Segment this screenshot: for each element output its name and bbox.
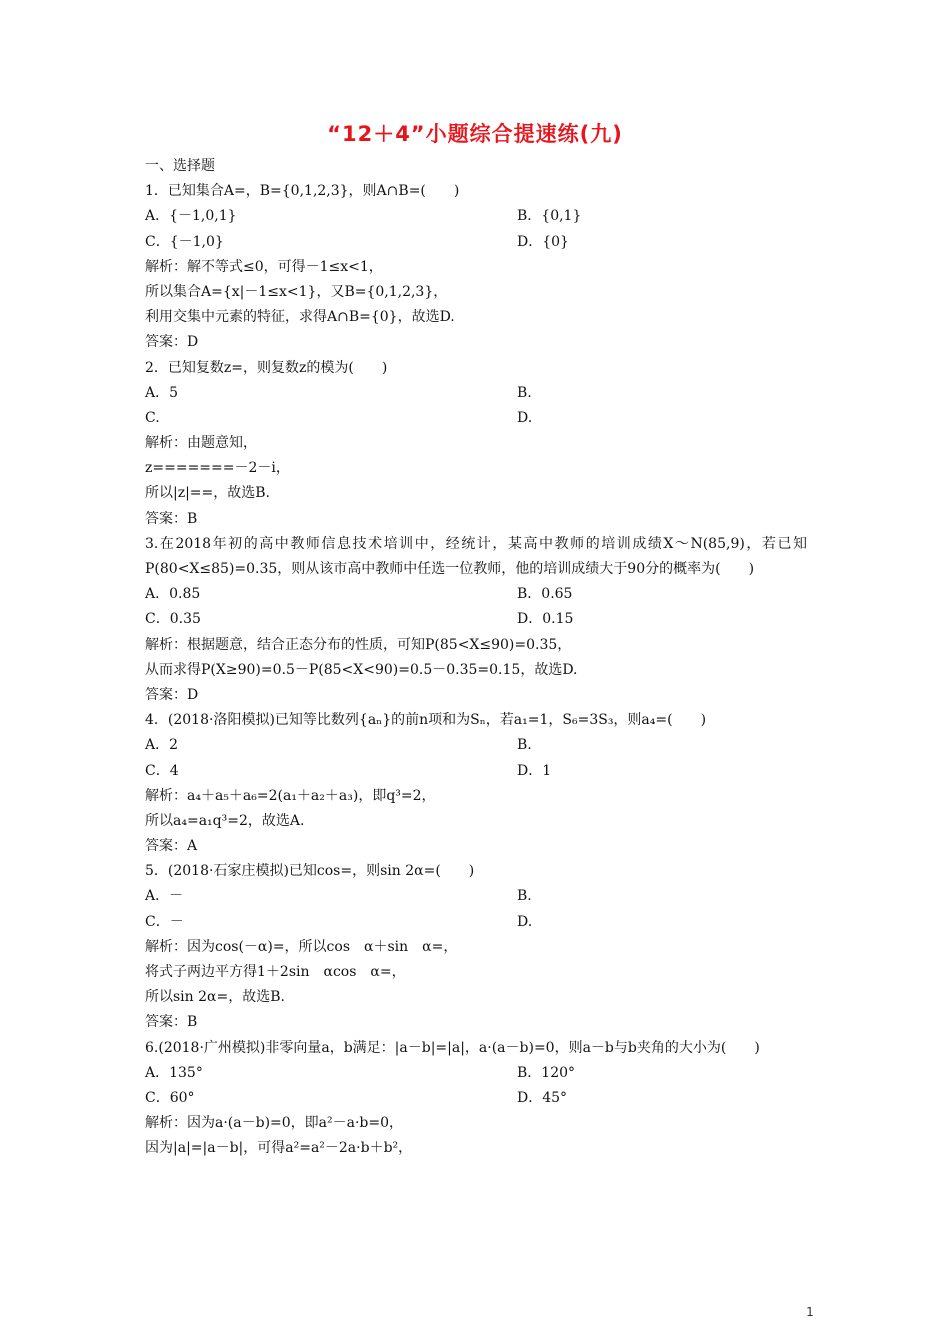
answer-line: 答案：B (145, 1014, 198, 1031)
solution-line: 所以sin 2α=，故选B. (145, 989, 285, 1006)
section-heading: 一、选择题 (145, 158, 215, 174)
question-2-options-row-1 (145, 381, 807, 406)
solution-line: z=======－2－i， (145, 460, 290, 477)
option-d: D. (517, 913, 533, 930)
question-1-options-row-2 (145, 230, 807, 255)
answer-line: 答案：D (145, 334, 199, 351)
page-title: “12＋4”小题综合提速练(九) (327, 122, 623, 146)
question-4-options-row-1 (145, 733, 807, 758)
option-b: B．120° (517, 1064, 576, 1081)
solution-line: 所以|z|==，故选B. (145, 485, 271, 502)
option-b: B. (517, 384, 532, 401)
question-1-options-row-1 (145, 204, 807, 229)
solution-line: 利用交集中元素的特征，求得A∩B={0}，故选D. (145, 309, 455, 326)
solution-line: 所以集合A={x|－1≤x<1}，又B={0,1,2,3}， (145, 283, 448, 300)
option-a: A．2 (145, 737, 179, 754)
question-6-options-row-1 (145, 1061, 807, 1086)
question-list (145, 154, 807, 1162)
question-6-stem: 6.(2018·广州模拟)非零向量a，b满足：|a－b|=|a|，a·(a－b)=0，则a－b与b夹角的大小为( ) (145, 1039, 760, 1056)
solution-line: 解析：由题意知， (145, 435, 257, 452)
solution-line: 将式子两边平方得1＋2sin αcos α=， (145, 964, 406, 981)
answer-line: 答案：D (145, 686, 199, 703)
option-a: A．{－1,0,1} (145, 208, 237, 225)
question-5-options-row-2 (145, 910, 807, 935)
solution-line: 解析：a₄＋a₅＋a₆=2(a₁＋a₂＋a₃)，即q³=2， (145, 787, 436, 804)
question-4-options-row-2 (145, 759, 807, 784)
question-3-options-row-2 (145, 607, 807, 632)
solution-line: 从而求得P(X≥90)=0.5－P(85<X<90)=0.5－0.35=0.15，故选D. (145, 661, 578, 678)
option-d: D．0.15 (517, 611, 574, 628)
question-5-options-row-1 (145, 884, 807, 909)
option-d: D．{0} (517, 233, 569, 250)
solution-line: 解析：根据题意，结合正态分布的性质，可知P(85<X≤90)=0.35， (145, 636, 572, 653)
option-c: C．4 (145, 762, 179, 779)
question-6-options-row-2 (145, 1086, 807, 1111)
option-b: B．0.65 (517, 586, 573, 603)
option-c: C．60° (145, 1089, 195, 1106)
solution-line: 所以a₄=a₁q³=2，故选A. (145, 812, 305, 829)
option-a: A．5 (145, 384, 179, 401)
answer-line: 答案：B (145, 510, 198, 527)
option-d: D．1 (517, 762, 552, 779)
option-d: D. (517, 409, 533, 426)
option-b: B. (517, 888, 532, 905)
question-5-stem: 5．(2018·石家庄模拟)已知cos=，则sin 2α=( ) (145, 863, 475, 880)
question-2-options-row-2 (145, 406, 807, 431)
question-1-stem: 1．已知集合A=，B={0,1,2,3}，则A∩B=( ) (145, 183, 460, 200)
question-2-stem: 2．已知复数z=，则复数z的模为( ) (145, 359, 388, 376)
page-number: 1 (806, 1305, 814, 1319)
option-b: B．{0,1} (517, 208, 582, 225)
option-c: C．0.35 (145, 611, 201, 628)
option-a: A．0.85 (145, 586, 201, 603)
option-c: C．－ (145, 913, 184, 930)
solution-line: 因为|a|=|a－b|，可得a²=a²－2a·b＋b²， (145, 1140, 413, 1157)
option-c: C. (145, 409, 160, 426)
solution-line: 解析：因为cos(－α)=，所以cos α＋sin α=， (145, 938, 458, 955)
option-a: A．135° (145, 1064, 203, 1081)
option-a: A．－ (145, 888, 184, 905)
answer-line: 答案：A (145, 838, 198, 855)
solution-line: 解析：因为a·(a－b)=0，即a²－a·b=0， (145, 1115, 404, 1132)
question-4-stem: 4．(2018·洛阳模拟)已知等比数列{aₙ}的前n项和为Sₙ，若a₁=1，S₆=3S₃，则a₄=( ) (145, 712, 707, 729)
option-d: D．45° (517, 1089, 568, 1106)
option-c: C．{－1,0} (145, 233, 224, 250)
question-3-stem: 3.在2018年初的高中教师信息技术培训中，经统计，某高中教师的培训成绩X～N(85,9)，若已知P(80<X≤85)=0.35，则从该市高中教师中任选一位教师，他的培训成绩大于90分的概率为( ) (145, 535, 807, 578)
question-3-options-row-1 (145, 582, 807, 607)
solution-line: 解析：解不等式≤0，可得－1≤x<1， (145, 258, 383, 275)
option-b: B. (517, 737, 532, 754)
